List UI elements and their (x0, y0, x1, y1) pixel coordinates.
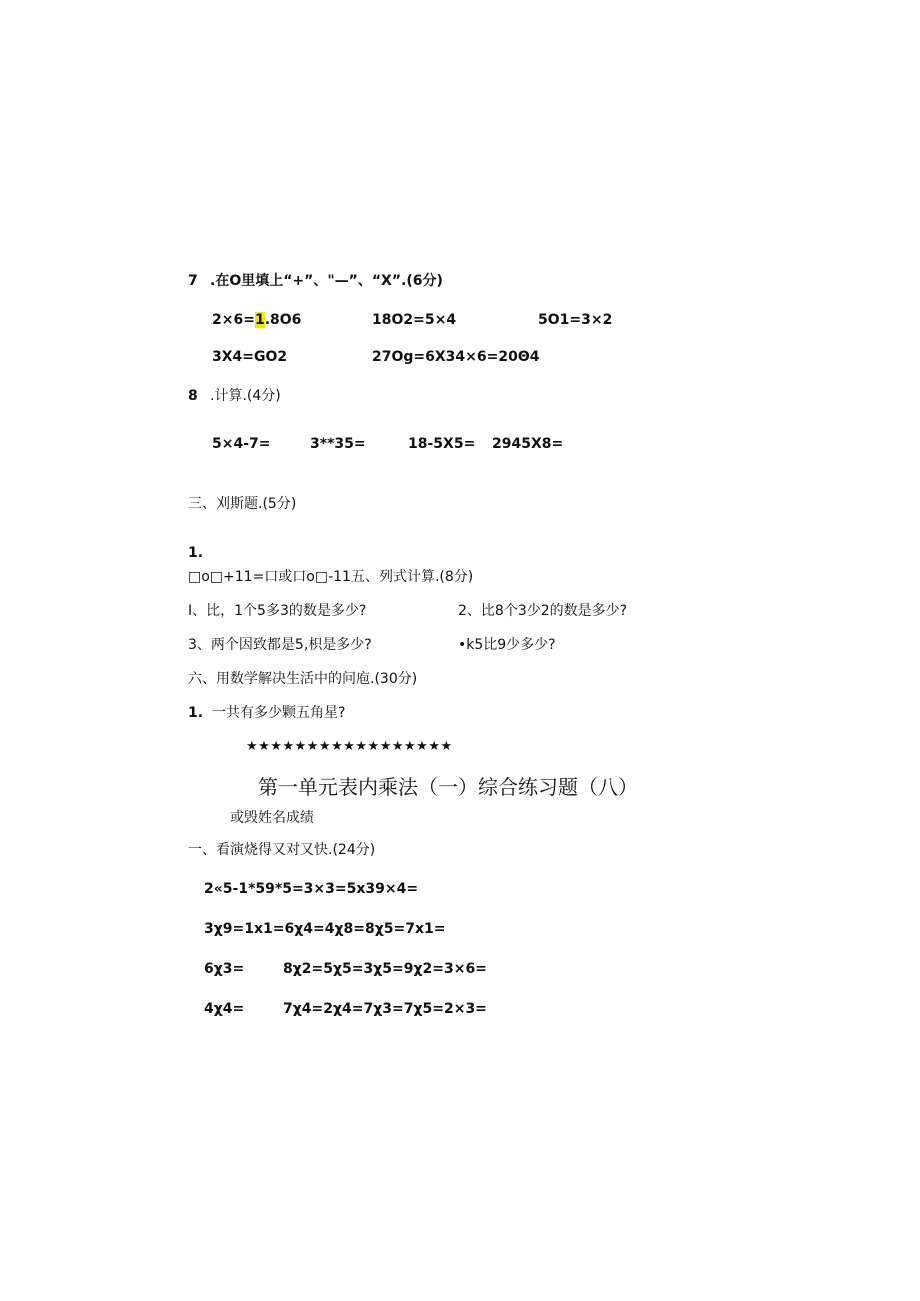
calc-line-3-rest: 8χ2=5χ5=3χ5=9χ2=3×6= (283, 961, 487, 977)
section-5-item-3: 3、两个因致都是5,枳是多少? (188, 637, 372, 653)
question-7-number: 7 (188, 273, 198, 289)
calc-line-4-rest: 7χ4=2χ4=7χ3=7χ5=2×3= (283, 1001, 487, 1017)
section-6-question-1-number: 1. (188, 705, 204, 721)
calc-line-2: 3χ9=1x1=6χ4=4χ8=8χ5=7x1= (204, 921, 446, 937)
section-6-heading: 六、用数学解决生活中的问庖.(30分) (188, 671, 418, 687)
highlighted-digit: 1 (254, 312, 265, 328)
section-5-heading: □o□+11=口或口o□-11五、列式计算.(8分) (188, 569, 474, 585)
q8-calc-item: 3**35= (310, 436, 366, 452)
question-7-instruction: .在O里填上“+”、"—”、“X”.(6分) (210, 273, 443, 289)
calc-line-4-start: 4χ4= (204, 1001, 245, 1017)
q7-row1-item2: 18O2=5×4 (372, 312, 457, 328)
q7-row1-item3: 5O1=3×2 (538, 312, 613, 328)
section-5-item-4: •k5比9少多少? (458, 637, 556, 653)
calc-line-1: 2«5-1*59*5=3×3=5x39×4= (204, 881, 419, 897)
star-row: ★★★★★★★★★★★★★★★★★ (246, 739, 453, 754)
section-6-question-1-text: 一共有多少颗五角星? (212, 705, 346, 721)
q7-item1-prefix: 2×6= (212, 312, 255, 328)
unit-title: 第一单元表内乘法（一）综合练习题（八） (258, 775, 638, 799)
q7-item1-suffix: .8O6 (264, 312, 302, 328)
section-5-item-2: 2、比8个3少2的数是多少? (458, 603, 628, 619)
calc-line-3-start: 6χ3= (204, 961, 245, 977)
q8-calc-item: 5×4-7= (212, 436, 271, 452)
section-3-heading: 三、刈斯题.(5分) (188, 496, 297, 512)
q7-row1-item1 (212, 311, 301, 329)
question-8-number: 8 (188, 388, 198, 404)
question-8-instruction: .计算.(4分) (210, 388, 281, 404)
q7-row2-item1: 3X4=GO2 (212, 349, 288, 365)
section-5-item-1: I、比，1个5多3的数是多少? (188, 603, 367, 619)
section-1-heading: 一、看演烧得又对又快.(24分) (188, 842, 376, 858)
q8-calc-item: 18-5X5= (408, 436, 476, 452)
q8-calc-item: 2945X8= (492, 436, 564, 452)
name-score-line: 或毁姓名成绩 (230, 810, 314, 826)
section-3-question-1-number: 1. (188, 545, 204, 561)
q7-row2-item2: 27Og=6X34×6=20Θ4 (372, 349, 540, 365)
